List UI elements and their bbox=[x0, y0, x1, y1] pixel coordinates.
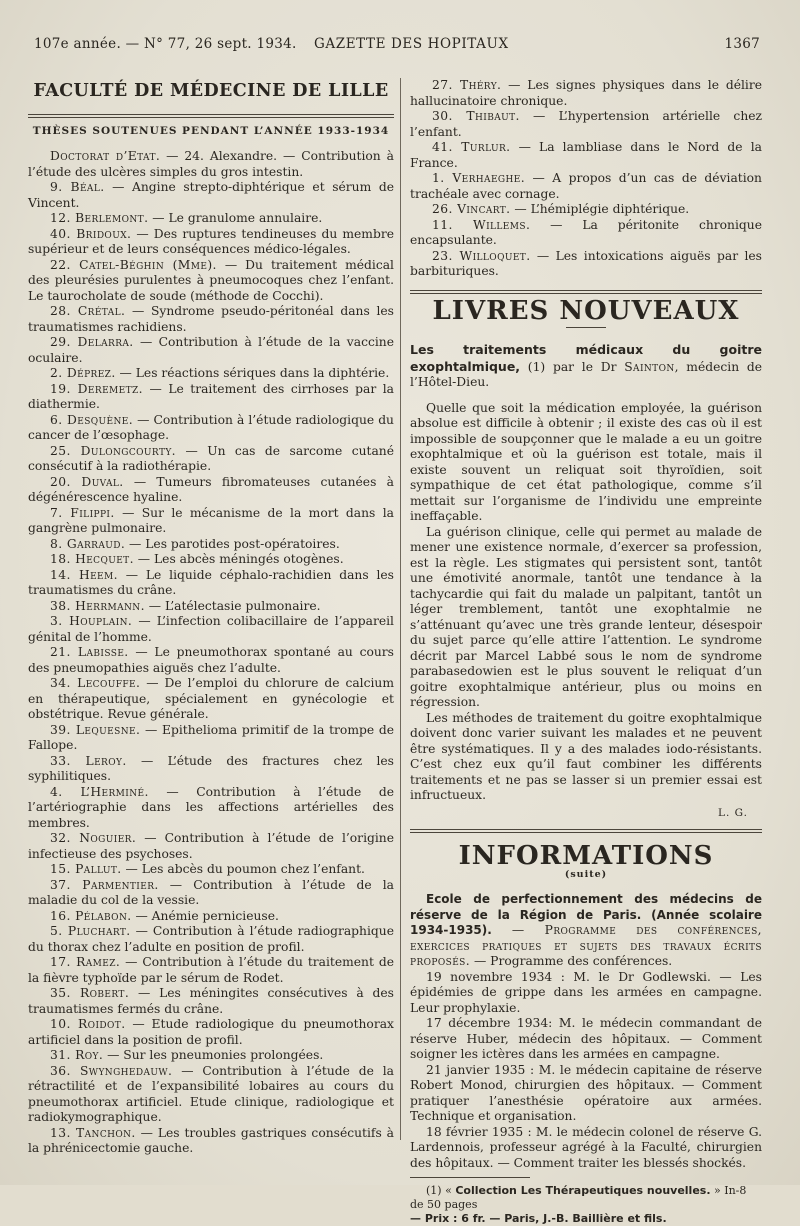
thesis-title: — Epithelioma primitif de la trompe de Fallope. bbox=[28, 722, 395, 752]
thesis-author: 28. Crétal. bbox=[50, 304, 126, 318]
thesis-title: — L’infection colibacillaire de l’appareil génital de l’homme. bbox=[28, 614, 394, 644]
thesis-entry bbox=[28, 1017, 394, 1048]
thesis-entry bbox=[410, 140, 762, 171]
thesis-author: 3. Houplain. bbox=[50, 614, 133, 628]
thesis-author: 15. Pallut. bbox=[50, 862, 122, 876]
thesis-entry bbox=[410, 109, 762, 140]
book-citation bbox=[410, 342, 762, 391]
thesis-entry bbox=[28, 909, 394, 925]
section-rule bbox=[410, 290, 762, 294]
thesis-entry bbox=[28, 149, 394, 180]
page-number: 1367 bbox=[724, 36, 760, 52]
ecole-tail: — Programme des conférences. bbox=[470, 954, 673, 968]
theses-list-continued bbox=[410, 78, 762, 280]
thesis-title: — Syndrome pseudo-péritonéal dans les traumatismes rachidiens. bbox=[28, 304, 394, 334]
thesis-title: — Contribution à l’étude de la vaccine oculaire. bbox=[28, 335, 394, 365]
thesis-title: — Contribution à l’étude du traitement de la fièvre typhoïde par le sérum de Rodet. bbox=[28, 955, 395, 985]
thesis-title: — Angine strepto-diphtérique et sérum de Vincent. bbox=[28, 180, 394, 210]
thesis-author: 7. Filippi. bbox=[50, 505, 115, 520]
thesis-entry bbox=[28, 568, 394, 599]
thesis-entry bbox=[28, 862, 394, 878]
thesis-title: — Sur le mécanisme de la mort dans la gangrène pulmonaire. bbox=[28, 505, 394, 535]
thesis-title: — Etude radiologique du pneumothorax artificiel dans la position de profil. bbox=[28, 1017, 394, 1047]
thesis-entry bbox=[410, 171, 762, 202]
thesis-author: Doctorat d’Etat. bbox=[50, 149, 161, 163]
journal-title: GAZETTE DES HOPITAUX bbox=[314, 36, 509, 52]
thesis-title: — Les abcès méningés otogènes. bbox=[133, 552, 344, 566]
thesis-entry bbox=[28, 211, 394, 227]
thesis-author: 31. Roy. bbox=[50, 1048, 104, 1062]
thesis-author: 8. Garraud. bbox=[50, 536, 126, 551]
thesis-entry bbox=[28, 335, 394, 366]
review-paragraph: La guérison clinique, celle qui permet au malade de mener une existence normale, d’exercer sa profession, est la règle. Les stigmates qui persistent sont, tantôt une émotivité anormale, tantôt une tendance à la tachycardie qui fait du malade un palpitant, tantôt un léger tremblement, tantôt une exophtalmie ne s’atténuant qu’avec une très grande lenteur, désespoir du sujet parce qu’elle attire l’attention. Le syndrome décrit par Marcel Labbé sous le nom de syndrome parabasedowien est le plus souvent le reliquat d’un goitre exophtalmique antérieur, plus ou moins en régression. bbox=[410, 524, 762, 709]
thesis-title: — Du traitement médical des pleurésies purulentes à pneumocoques chez l’enfant. Le taurocholate de soude (méthode de Cocchi). bbox=[28, 257, 394, 303]
thesis-entry bbox=[28, 537, 394, 553]
thesis-entry bbox=[28, 645, 394, 676]
thesis-author: 41. Turlur. bbox=[432, 140, 511, 154]
thesis-title: — La lambliase dans le Nord de la France. bbox=[410, 140, 762, 170]
thesis-entry bbox=[28, 1048, 394, 1064]
thesis-entry bbox=[28, 754, 394, 785]
theses-list bbox=[28, 149, 394, 1157]
thesis-author: 37. Parmentier. bbox=[50, 877, 159, 892]
livres-heading: LIVRES NOUVEAUX bbox=[432, 295, 740, 326]
faculty-heading: FACULTÉ DE MÉDECINE DE LILLE bbox=[33, 81, 389, 101]
thesis-author: 4. L’Herminé. bbox=[50, 784, 149, 799]
thesis-entry bbox=[28, 413, 394, 444]
thesis-title: — Contribution à l’étude radiologique du cancer de l’œsophage. bbox=[28, 412, 394, 442]
thesis-title: — La péritonite chronique encapsulante. bbox=[410, 217, 762, 247]
thesis-author: 12. Berlemont. bbox=[50, 211, 149, 225]
thesis-entry bbox=[28, 475, 394, 506]
thesis-title: — Des ruptures tendineuses du membre supérieur et de leurs conséquences médico-légales. bbox=[28, 226, 394, 256]
thesis-entry bbox=[28, 955, 394, 986]
thesis-title: — Les intoxications aiguës par les barbituriques. bbox=[410, 248, 762, 278]
thesis-entry bbox=[28, 676, 394, 723]
thesis-title: — Les abcès du poumon chez l’enfant. bbox=[121, 862, 365, 876]
thesis-author: 39. Lequesne. bbox=[50, 722, 141, 737]
heading-rule bbox=[28, 114, 394, 118]
thesis-title: — L’hypertension artérielle chez l’enfant. bbox=[410, 109, 762, 139]
thesis-author: 17. Ramez. bbox=[50, 955, 121, 969]
thesis-author: 2. Déprez. bbox=[50, 366, 116, 380]
thesis-entry bbox=[410, 78, 762, 109]
ecole-programme: — Programme des conférences, exercices pratiques et sujets des travaux écrits proposés. bbox=[410, 923, 762, 968]
thesis-title: — Les troubles gastriques consécutifs à la phrénicectomie gauche. bbox=[28, 1125, 394, 1155]
thesis-entry bbox=[28, 1064, 394, 1126]
thesis-author: 32. Noguier. bbox=[50, 831, 137, 845]
thesis-author: 20. Duval. bbox=[50, 474, 124, 489]
thesis-entry bbox=[28, 258, 394, 305]
thesis-title: — Les signes physiques dans le délire hallucinatoire chronique. bbox=[410, 78, 762, 108]
informations-subtitle: (suite) bbox=[564, 868, 608, 880]
thesis-author: 38. Herrmann. bbox=[50, 598, 145, 613]
book-author: Sainton bbox=[624, 359, 675, 374]
ecole-title: Ecole de perfectionnement des médecins de réserve de la Région de Paris. (Année scolaire 1934-1935). bbox=[410, 892, 762, 937]
thesis-entry bbox=[28, 366, 394, 382]
thesis-entry bbox=[28, 552, 394, 568]
thesis-author: 21. Labisse. bbox=[50, 645, 129, 659]
thesis-author: 35. Robert. bbox=[50, 986, 130, 1000]
thesis-entry bbox=[410, 202, 762, 218]
thesis-author: 26. Vincart. bbox=[432, 202, 511, 216]
thesis-author: 14. Heem. bbox=[50, 567, 118, 582]
event-item: 18 février 1935 : M. le médecin colonel de réserve G. Lardennois, professeur agrégé à la Faculté, chirurgien des hôpitaux. — Comment traiter les blessés shockés. bbox=[410, 1124, 762, 1170]
thesis-entry bbox=[28, 785, 394, 832]
thesis-entry bbox=[28, 227, 394, 258]
thesis-author: 6. Desquène. bbox=[50, 412, 134, 427]
event-item: 21 janvier 1935 : M. le médecin capitaine de réserve Robert Monod, chirurgien des hôpitaux. — Comment pratiquer l’anesthésie opératoire aux armées. Technique et organisation. bbox=[410, 1062, 762, 1123]
thesis-entry bbox=[28, 382, 394, 413]
thesis-entry bbox=[28, 1126, 394, 1157]
thesis-author: 13. Tanchon. bbox=[50, 1125, 136, 1140]
thesis-author: 1. Verhaeghe. bbox=[432, 171, 526, 185]
thesis-author: 27. Théry. bbox=[432, 78, 502, 92]
thesis-author: 23. Willoquet. bbox=[432, 248, 531, 263]
thesis-title: — Les parotides post-opératoires. bbox=[125, 536, 340, 551]
thesis-author: 5. Pluchart. bbox=[50, 924, 131, 938]
signature: L. G. bbox=[718, 806, 748, 819]
thesis-author: 16. Pélabon. bbox=[50, 908, 132, 923]
thesis-title: — Tumeurs fibromateuses cutanées à dégénérescence hyaline. bbox=[28, 474, 394, 504]
column-divider bbox=[400, 78, 401, 1140]
thesis-entry bbox=[28, 614, 394, 645]
footnote-collection: Collection Les Thérapeutiques nouvelles. bbox=[455, 1184, 711, 1197]
informations-heading: INFORMATIONS bbox=[458, 841, 714, 871]
section-rule bbox=[410, 829, 762, 833]
review-paragraph: Quelle que soit la médication employée, la guérison absolue est difficile à obtenir ; il existe des cas où il est impossible de soupçonner que le malade a eu un goitre exophtalmique et où la guérison est totale, mais il existe souvent un reliquat soit thyroïdien, soit sympathique de cet état pathologique, comme s’il mettait sur l’organisme de l’individu une empreinte ineffaçable. bbox=[410, 400, 762, 523]
thesis-title: — Les méningites consécutives à des traumatismes fermés du crâne. bbox=[28, 986, 394, 1016]
thesis-author: 34. Lecouffe. bbox=[50, 676, 141, 690]
thesis-title: — Contribution à l’étude de la maladie du col de la vessie. bbox=[28, 877, 394, 907]
thesis-entry bbox=[28, 831, 394, 862]
event-item: 17 décembre 1934: M. le médecin commandant de réserve Huber, médecin des hôpitaux. — Comment soigner les ictères dans les armées en campagne. bbox=[410, 1016, 762, 1061]
book-note: (1) par le Dr bbox=[520, 359, 625, 374]
thesis-title: — Le traitement des cirrhoses par la diathermie. bbox=[28, 381, 395, 411]
thesis-title: — Contribution à l’étude de la rétractilité et de l’expansibilité lobaires au cours du pneumothorax artificiel. Etude clinique, radiologique et radiokymographique. bbox=[28, 1063, 394, 1124]
running-head bbox=[34, 36, 760, 56]
thesis-author: 22. Catel-Béghin (Mme). bbox=[50, 257, 217, 272]
thesis-title: — L’hémiplégie diphtérique. bbox=[510, 202, 690, 216]
issue-info: 107e année. — N° 77, 26 sept. 1934. bbox=[34, 36, 297, 52]
thesis-entry bbox=[28, 506, 394, 537]
thesis-entry bbox=[28, 304, 394, 335]
thesis-author: 10. Roidot. bbox=[50, 1017, 126, 1031]
right-column bbox=[410, 78, 762, 1226]
thesis-author: 36. Swynghedauw. bbox=[50, 1063, 173, 1078]
left-column bbox=[28, 78, 394, 1157]
thesis-author: 18. Hecquet. bbox=[50, 552, 134, 566]
thesis-author: 11. Willems. bbox=[432, 217, 531, 232]
footnote-price: — Prix : 6 fr. — Paris, J.-B. Baillière et fils. bbox=[410, 1212, 667, 1225]
thesis-title: — L’étude des fractures chez les syphilitiques. bbox=[28, 753, 394, 783]
thesis-title: — Sur les pneumonies prolongées. bbox=[103, 1048, 324, 1062]
thesis-entry bbox=[28, 180, 394, 211]
thesis-entry bbox=[28, 599, 394, 615]
ecole-announcement bbox=[410, 892, 762, 970]
thesis-author: 9. Béal. bbox=[50, 180, 105, 194]
theses-subtitle: THÈSES SOUTENUES PENDANT L’ANNÉE 1933-1934 bbox=[32, 124, 390, 137]
footnote-rest: » In-8 de 50 pages bbox=[410, 1184, 747, 1211]
thesis-entry bbox=[28, 723, 394, 754]
thesis-entry bbox=[410, 218, 762, 249]
thesis-entry bbox=[410, 249, 762, 280]
thesis-title: — Un cas de sarcome cutané consécutif à la radiothérapie. bbox=[28, 443, 394, 473]
thesis-title: — Le liquide céphalo-rachidien dans les traumatismes du crâne. bbox=[28, 567, 394, 597]
thesis-title: — Les réactions sériques dans la diphtérie. bbox=[115, 366, 390, 380]
thesis-entry bbox=[28, 986, 394, 1017]
review-paragraph: Les méthodes de traitement du goitre exophtalmique doivent donc varier suivant les malades et ne peuvent être systématiques. Il y a des malades iodo-résistants. C’est chez eux qu’il faut combiner les différents traitements et ne pas se lasser si un premier essai est infructueux. bbox=[410, 710, 762, 802]
thesis-entry bbox=[28, 444, 394, 475]
thesis-author: 19. Deremetz. bbox=[50, 381, 143, 396]
thesis-title: — De l’emploi du chlorure de calcium en thérapeutique, spécialement en gynécologie et obstétrique. Revue générale. bbox=[28, 676, 394, 721]
book-title: Les traitements médicaux du goitre exophtalmique, bbox=[410, 342, 762, 374]
event-item: 19 novembre 1934 : M. le Dr Godlewski. — Les épidémies de grippe dans les armées en campagne. Leur prophylaxie. bbox=[410, 969, 762, 1015]
footnote bbox=[410, 1184, 762, 1226]
thesis-title: — Contribution à l’étude radiographique du thorax chez l’adulte en position de profil. bbox=[28, 924, 394, 954]
thesis-entry bbox=[28, 924, 394, 955]
short-rule bbox=[566, 327, 606, 328]
thesis-author: 30. Thibaut. bbox=[432, 109, 520, 123]
thesis-title: — Anémie pernicieuse. bbox=[131, 908, 279, 923]
footnote-rule bbox=[410, 1177, 530, 1178]
thesis-title: — Le granulome annulaire. bbox=[148, 211, 323, 225]
thesis-title: — Contribution à l’étude de l’origine infectieuse des psychoses. bbox=[28, 831, 394, 861]
footnote-num: (1) « bbox=[426, 1184, 456, 1197]
thesis-title: — 24. Alexandre. — Contribution à l’étude des ulcères simples du gros intestin. bbox=[28, 149, 394, 179]
thesis-author: 33. Leroy. bbox=[50, 753, 127, 768]
thesis-author: 29. Delarra. bbox=[50, 335, 134, 349]
thesis-title: — Contribution à l’étude de l’artériographie dans les affections artérielles des membres. bbox=[28, 784, 394, 830]
book-affil: , médecin de l’Hôtel-Dieu. bbox=[410, 359, 763, 389]
thesis-title: — A propos d’un cas de déviation trachéale avec cornage. bbox=[410, 171, 762, 201]
thesis-author: 40. Bridoux. bbox=[50, 226, 132, 241]
thesis-title: — L’atélectasie pulmonaire. bbox=[144, 598, 321, 613]
thesis-title: — Le pneumothorax spontané au cours des pneumopathies aiguës chez l’adulte. bbox=[28, 645, 394, 675]
thesis-author: 25. Dulongcourty. bbox=[50, 443, 176, 458]
thesis-entry bbox=[28, 878, 394, 909]
